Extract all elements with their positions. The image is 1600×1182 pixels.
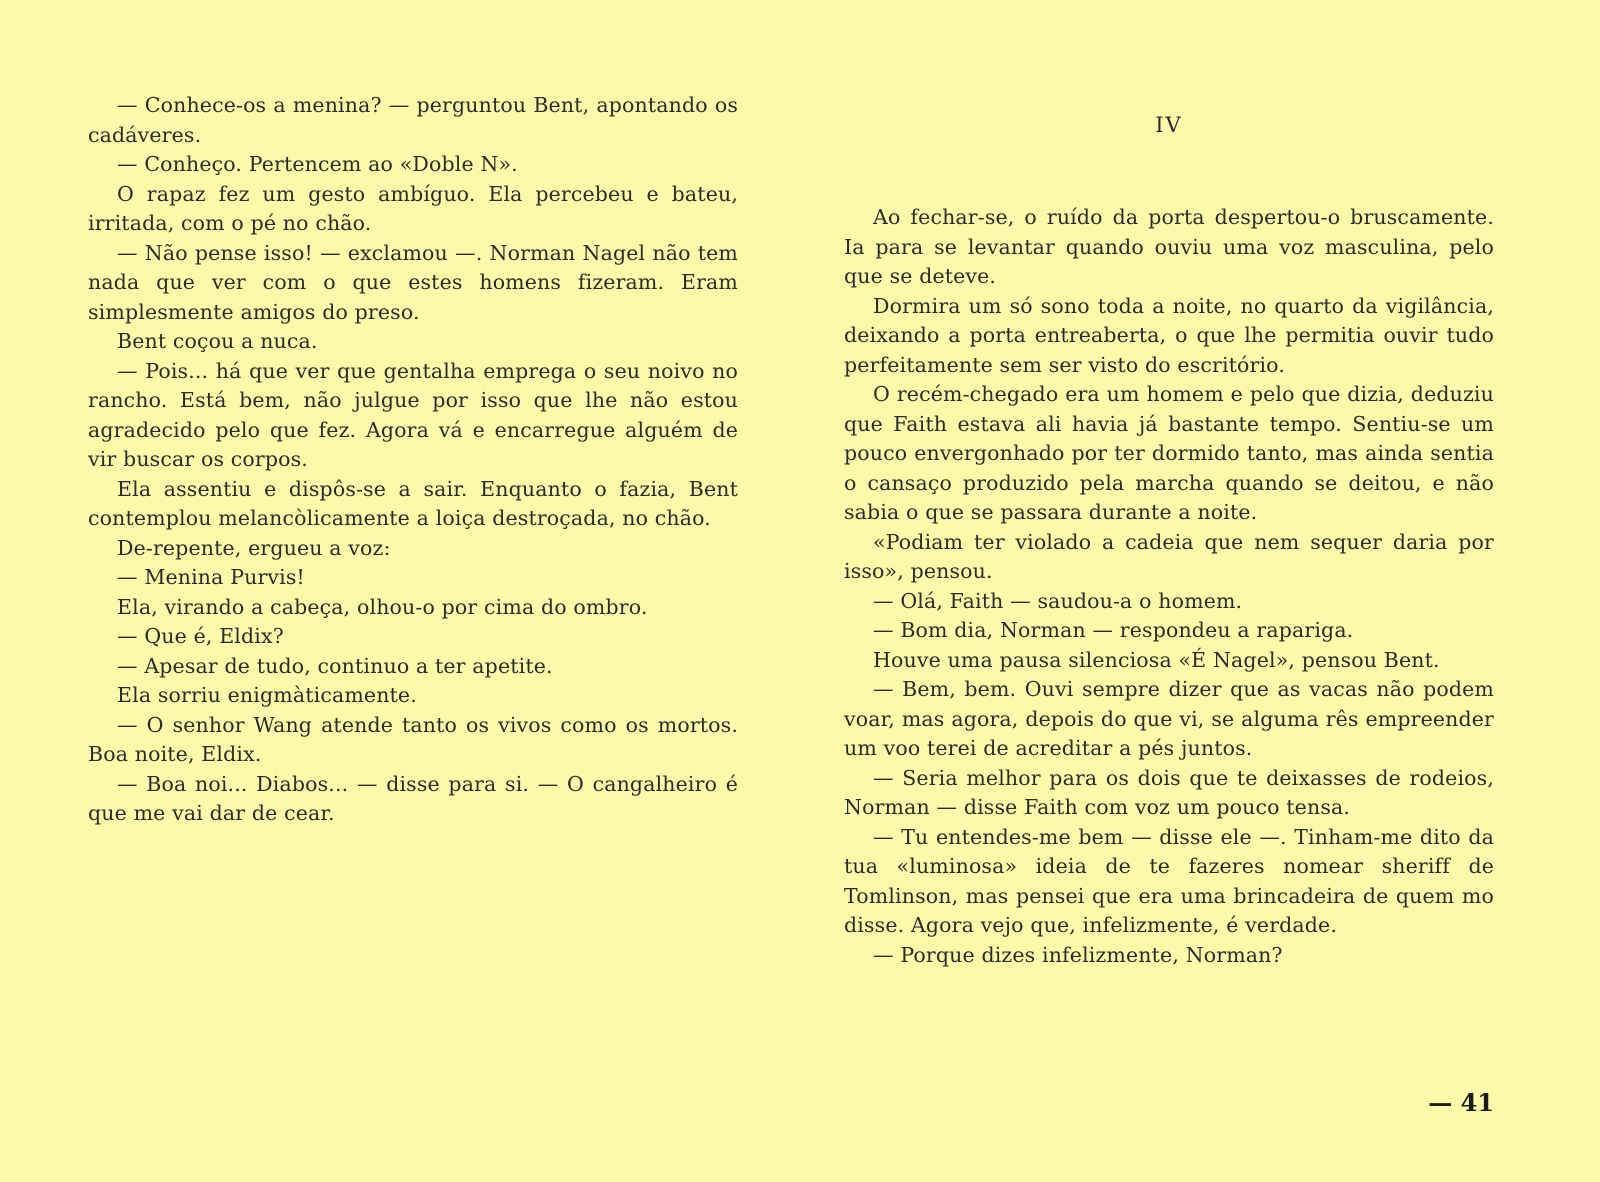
chapter-heading: IV bbox=[1155, 113, 1183, 137]
paragraph: — Porque dizes infelizmente, Norman? bbox=[873, 942, 1283, 967]
paragraph: — Tu entendes-me bem — disse ele —. Tinham-me dito da tua «luminosa» ideia de te fazeres nomear sheriff de Tomlinson, mas pensei que era uma brincadeira de quem mo disse. Agora vejo que, infelizmente, é verdade. bbox=[844, 824, 1494, 937]
paragraph: Houve uma pausa silenciosa «É Nagel», pensou Bent. bbox=[873, 647, 1440, 672]
paragraph: — Que é, Eldix? bbox=[117, 624, 284, 648]
paragraph: — Menina Purvis! bbox=[117, 565, 305, 589]
paragraph: — Pois... há que ver que gentalha emprega o seu noivo no rancho. Está bem, não julgue por isso que lhe não estou agradecido pelo que fez. Agora vá e encarregue alguém de vir buscar os corpos. bbox=[88, 358, 738, 471]
page-number: — 41 bbox=[1428, 1088, 1494, 1117]
paragraph: Ela, virando a cabeça, olhou-o por cima do ombro. bbox=[117, 594, 648, 619]
paragraph: — Olá, Faith — saudou-a o homem. bbox=[873, 588, 1243, 613]
paragraph: Ao fechar-se, o ruído da porta despertou-o bruscamente. Ia para se levantar quando ouviu uma voz masculina, pelo que se deteve. bbox=[844, 205, 1494, 288]
paragraph: O recém-chegado era um homem e pelo que dizia, deduziu que Faith estava ali havia já bastante tempo. Sentiu-se um pouco envergonhado por ter dormido tanto, mas ainda sentia o cansaço produzido pela marcha quando se deitou, e não sabia o que se passara durante a noite. bbox=[844, 382, 1494, 524]
paragraph: — Bem, bem. Ouvi sempre dizer que as vacas não podem voar, mas agora, depois do que vi, se alguma rês empreender um voo terei de acreditar a pés juntos. bbox=[844, 677, 1494, 760]
paragraph: — Seria melhor para os dois que te deixasses de rodeios, Norman — disse Faith com voz um pouco tensa. bbox=[844, 765, 1494, 819]
paragraph: De-repente, ergueu a voz: bbox=[117, 535, 391, 560]
left-page bbox=[88, 91, 738, 829]
paragraph: Bent coçou a nuca. bbox=[117, 329, 318, 353]
paragraph: Ela assentiu e dispôs-se a sair. Enquanto o fazia, Bent contemplou melancòlicamente a loiça destroçada, no chão. bbox=[88, 476, 738, 530]
paragraph: — Não pense isso! — exclamou —. Norman Nagel não tem nada que ver com o que estes homens fizeram. Eram simplesmente amigos do preso. bbox=[88, 240, 738, 324]
paragraph: Dormira um só sono toda a noite, no quarto da vigilância, deixando a porta entreaberta, o que lhe permitia ouvir tudo perfeitamente sem ser visto do escritório. bbox=[844, 293, 1494, 377]
paragraph: Ela sorriu enigmàticamente. bbox=[117, 683, 417, 707]
paragraph: — Conheço. Pertencem ao «Doble N». bbox=[117, 152, 518, 176]
paragraph: — Conhece-os a menina? — perguntou Bent, apontando os cadáveres. bbox=[88, 93, 738, 147]
paragraph: «Podiam ter violado a cadeia que nem sequer daria por isso», pensou. bbox=[844, 529, 1494, 583]
paragraph: — Bom dia, Norman — respondeu a rapariga. bbox=[873, 618, 1354, 642]
right-page bbox=[844, 110, 1494, 970]
paragraph: — O senhor Wang atende tanto os vivos como os mortos. Boa noite, Eldix. bbox=[88, 712, 738, 766]
paragraph: — Boa noi... Diabos... — disse para si. — O cangalheiro é que me vai dar de cear. bbox=[88, 771, 738, 825]
paragraph: — Apesar de tudo, continuo a ter apetite. bbox=[117, 653, 553, 678]
paragraph: O rapaz fez um gesto ambíguo. Ela percebeu e bateu, irritada, com o pé no chão. bbox=[88, 181, 738, 235]
